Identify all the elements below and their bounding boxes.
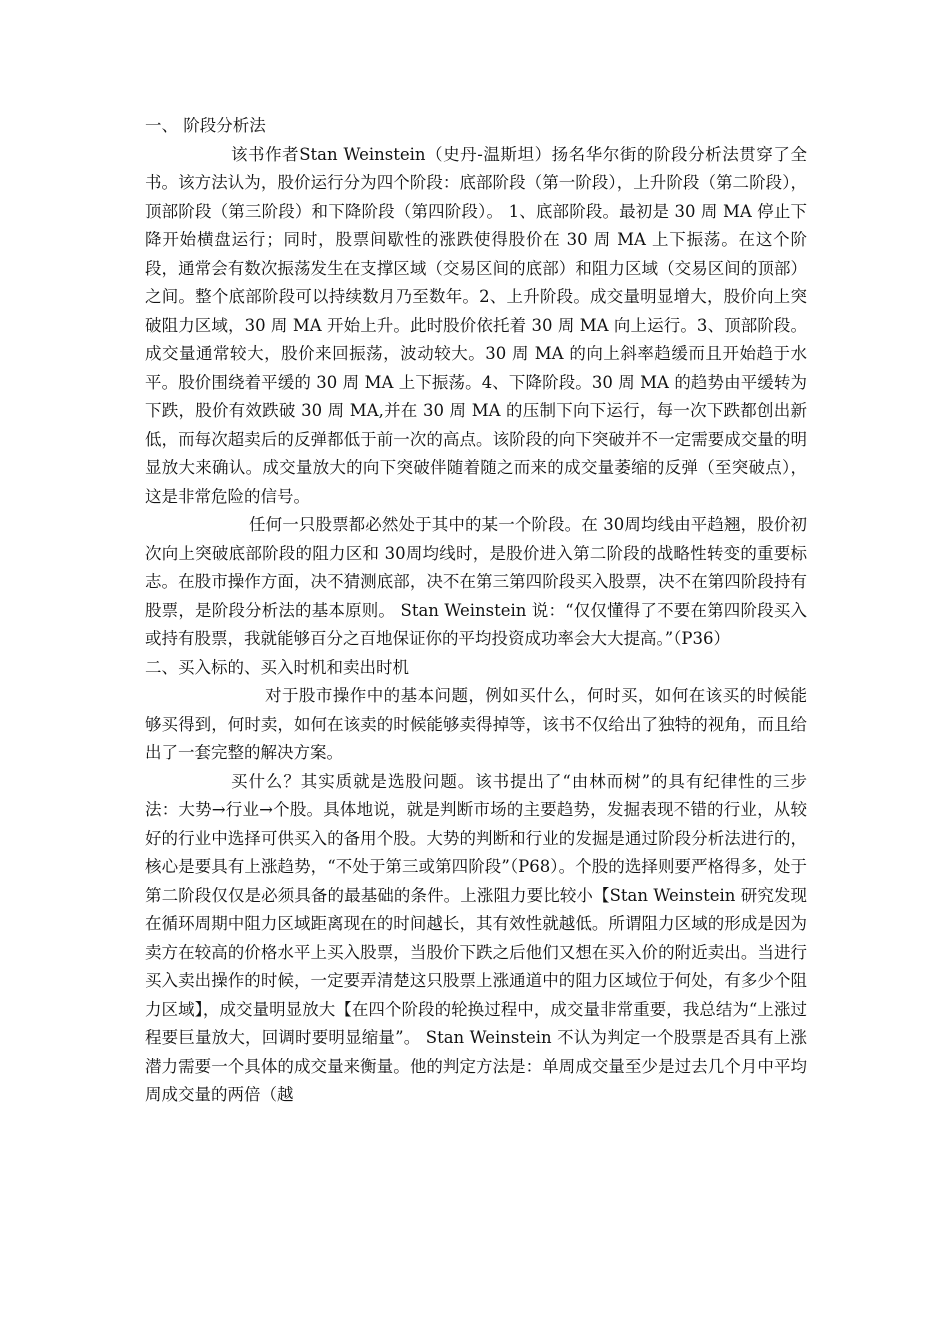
section-1-paragraph-2: 任何一只股票都必然处于其中的某一个阶段。在 30周均线由平趋翘，股价初次向上突破底部阶段的阻力区和 30周均线时，是股价进入第二阶段的战略性转变的重要标志。在股市操作方面，决不猜测底部，决不在第三第四阶段买入股票，决不在第四阶段持有股票，是阶段分析法的基本原则。 Stan Weinstein 说：“仅仅懂得了不要在第四阶段买入或持有股票，我就能够百分之百地保证你的平均投资成功率会大大提高。”（P36） — [145, 515, 807, 648]
section-1-heading: 一、 阶段分析法 — [145, 116, 266, 135]
section-1-paragraph-1: 该书作者Stan Weinstein（史丹-温斯坦）扬名华尔街的阶段分析法贯穿了全书。该方法认为，股价运行分为四个阶段：底部阶段（第一阶段），上升阶段（第二阶段），顶部阶段（第三阶段）和下降阶段（第四阶段）。 1、底部阶段。最初是 30 周 MA 停止下降开始横盘运行；同时，股票间歇性的涨跌使得股价在 30 周 MA 上下振荡。在这个阶段，通常会有数次振荡发生在支撑区域（交易区间的底部）和阻力区域（交易区间的顶部）之间。整个底部阶段可以持续数月乃至数年。2、上升阶段。成交量明显增大，股价向上突破阻力区域，30 周 MA 开始上升。此时股价依托着 30 周 MA 向上运行。3、顶部阶段。成交量通常较大，股价来回振荡，波动较大。30 周 MA 的向上斜率趋缓而且开始趋于水平。股价围绕着平缓的 30 周 MA 上下振荡。4、下降阶段。30 周 MA 的趋势由平缓转为下跌，股价有效跌破 30 周 MA,并在 30 周 MA 的压制下向下运行，每一次下跌都创出新低，而每次超卖后的反弹都低于前一次的高点。该阶段的向下突破并不一定需要成交量的明显放大来确认。成交量放大的向下突破伴随着随之而来的成交量萎缩的反弹（至突破点），这是非常危险的信号。 — [145, 144, 807, 506]
document-body — [145, 112, 807, 1110]
section-2-paragraph-1: 对于股市操作中的基本问题，例如买什么，何时买，如何在该买的时候能够买得到，何时卖，如何在该卖的时候能够卖得掉等，该书不仅给出了独特的视角，而且给出了一套完整的解决方案。 — [145, 686, 807, 762]
section-2-heading: 二、买入标的、买入时机和卖出时机 — [145, 657, 409, 677]
section-2-paragraph-2: 买什么？其实质就是选股问题。该书提出了“由林而树”的具有纪律性的三步法：大势→行业→个股。具体地说，就是判断市场的主要趋势，发掘表现不错的行业，从较好的行业中选择可供买入的备用个股。大势的判断和行业的发掘是通过阶段分析法进行的，核心是要具有上涨趋势，“不处于第三或第四阶段”（P68）。个股的选择则要严格得多，处于第二阶段仅仅是必须具备的最基础的条件。上涨阻力要比较小【Stan Weinstein 研究发现在循环周期中阻力区域距离现在的时间越长，其有效性就越低。所谓阻力区域的形成是因为卖方在较高的价格水平上买入股票，当股价下跌之后他们又想在买入价的附近卖出。当进行买入卖出操作的时候，一定要弄清楚这只股票上涨通道中的阻力区域位于何处，有多少个阻力区域】，成交量明显放大【在四个阶段的轮换过程中，成交量非常重要，我总结为“上涨过程要巨量放大，回调时要明显缩量”。 Stan Weinstein 不认为判定一个股票是否具有上涨潜力需要一个具体的成交量来衡量。他的判定方法是：单周成交量至少是过去几个月中平均周成交量的两倍（越 — [145, 771, 807, 1104]
